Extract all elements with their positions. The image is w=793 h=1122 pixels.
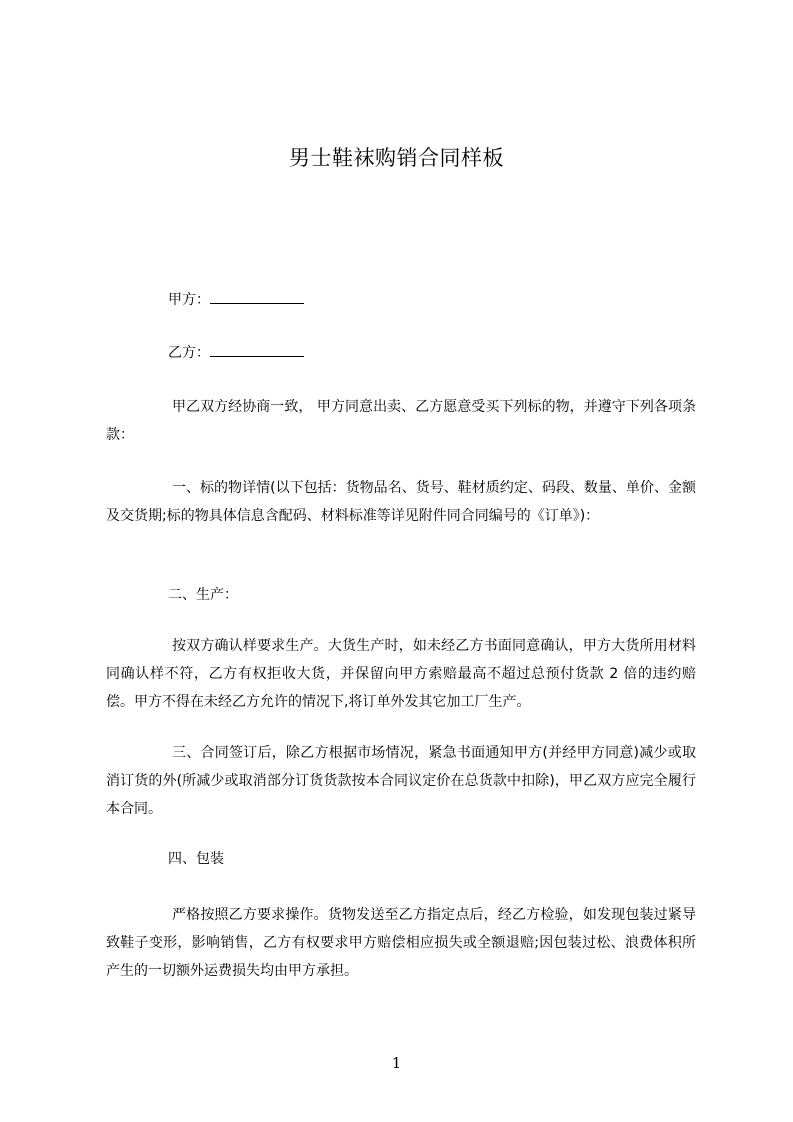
document-title: 男士鞋袜购销合同样板 xyxy=(289,146,504,170)
clause-1-paragraph: 一、标的物详情(以下包括：货物品名、货号、鞋材质约定、码段、数量、单价、金额及交货期;标的物具体信息含配码、材料标准等详见附件同合同编号的《订单》)： xyxy=(106,480,696,524)
party-a-blank xyxy=(210,290,304,304)
section-4-heading: 四、包装 xyxy=(168,851,224,867)
party-b-line xyxy=(168,343,304,363)
section-2-body: 按双方确认样要求生产。大货生产时，如未经乙方书面同意确认，甲方大货所用材料同确认样不符，乙方有权拒收大货，并保留向甲方索赔最高不超过总预付货款 2 倍的违约赔偿。甲方不得在未经乙方允许的情况下,将订单外发其它加工厂生产。 xyxy=(106,638,696,710)
page-number: 1 xyxy=(391,1054,402,1072)
section-4-body: 严格按照乙方要求操作。货物发送至乙方指定点后，经乙方检验，如发现包装过紧导致鞋子变形，影响销售，乙方有权要求甲方赔偿相应损失或全额退赔;因包装过松、浪费体积所产生的一切额外运费损失均由甲方承担。 xyxy=(106,907,696,979)
party-a-label: 甲方： xyxy=(168,292,210,308)
clause-3-paragraph: 三、合同签订后，除乙方根据市场情况，紧急书面通知甲方(并经甲方同意)减少或取消订货的外(所减少或取消部分订货货款按本合同议定价在总货款中扣除)，甲乙双方应完全履行本合同。 xyxy=(106,745,696,817)
party-a-line xyxy=(168,290,304,310)
section-2-heading: 二、生产： xyxy=(168,587,238,603)
party-b-blank xyxy=(210,343,304,357)
party-b-label: 乙方： xyxy=(168,345,210,361)
intro-paragraph: 甲乙双方经协商一致， 甲方同意出卖、乙方愿意受买下列标的物，并遵守下列各项条款： xyxy=(106,399,696,443)
